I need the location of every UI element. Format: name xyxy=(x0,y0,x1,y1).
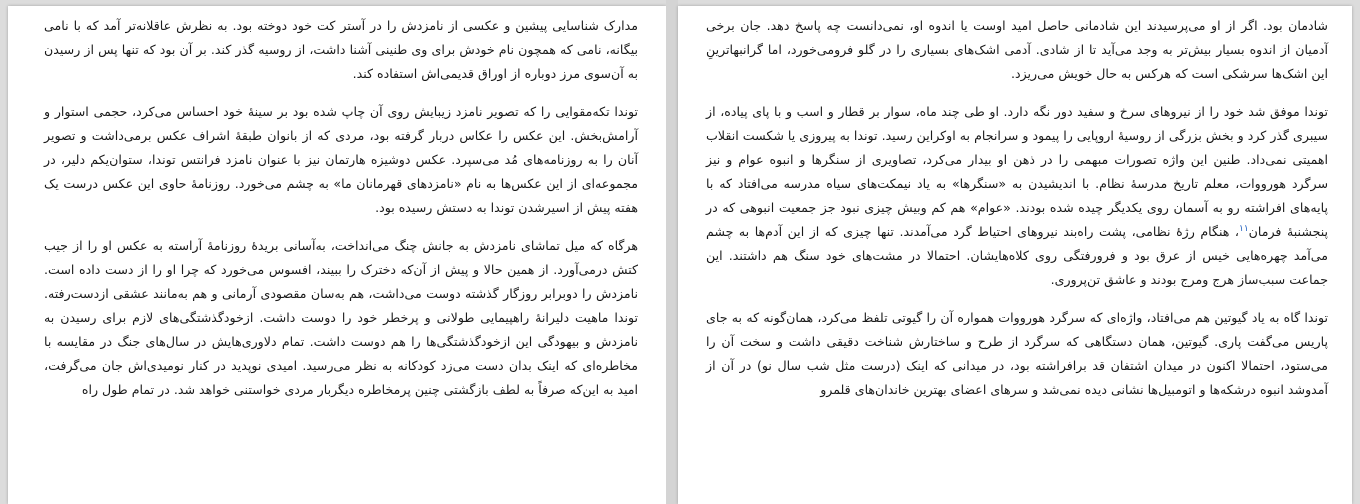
left-page xyxy=(8,6,666,504)
right-page-text xyxy=(706,14,1328,402)
paragraph xyxy=(706,100,1328,292)
paragraph: هرگاه که میل تماشای نامزدش به جانش چنگ می‌انداخت، به‌آسانی بریدهٔ روزنامهٔ آراسته به عکس او را از جیب کتش درمی‌آورد. از همین حالا و پیش از آن‌که دخترک را ببیند، افسوس می‌خورد که چرا او را از دست داده است. نامزدش را دوبرابر روزگار گذشته دوست می‌داشت، هم به‌سان مقصودی آرمانی و هم به‌مانند عشقی ازدست‌رفته. توندا ماهیت دلیرانهٔ راهپیمایی طولانی و پرخطر خود را دوست داشت. ازخودگذشتگی‌های لازم برای رسیدن به نامزدش و بیهودگی این ازخودگذشتگی‌ها را هم دوست داشت. تمام دلاوری‌هایش در سال‌های جنگ در مقایسه با مخاطره‌ای که اینک بدان دست می‌زد کودکانه به نظر می‌رسید. امیدی نوپدید در کنار نومیدی‌اش جان می‌گرفت، امید به این‌که صرفاً به لطف بازگشتی چنین پرمخاطره دیگربار مردی خواستنی خواهد شد. در تمام طول راه xyxy=(44,238,638,397)
page-gutter xyxy=(666,0,678,504)
paragraph-text: ، هنگام رژهٔ نظامی، پشت راه‌بند نیروهای احتیاط گرد می‌آمدند. تنها چیزی که از این آدم‌ها به چشم می‌آمد چهره‌هایی خیس از عرق بود و فرورفتگی روی کلاه‌هایشان. احتمالا در مشت‌های خود سنگ هم داشتند. این جماعت سبب‌ساز هرج ومرج بودند و عاشق تن‌پروری. xyxy=(706,224,1328,287)
left-page-text xyxy=(44,14,638,402)
paragraph: مدارک شناسایی پیشین و عکسی از نامزدش را در آستر کت خود دوخته بود. به نظرش عاقلانه‌تر آمد که با نامی بیگانه، نامی که همچون نام خودش برای وی طنینی آشنا داشت، از روسیه گذر کند. بر آن بود که تنها پس از رسیدن به آن‌سوی مرز دوباره از اوراق قدیمی‌اش استفاده کند. xyxy=(44,18,638,81)
paragraph: توندا تکه‌مقوایی را که تصویر نامزد زیبایش روی آن چاپ شده بود بر سینهٔ خود احساس می‌کرد، حجمی استوار و آرامش‌بخش. این عکس را عکاس دربار گرفته بود، مردی که از بانوان طبقهٔ اشراف عکس برمی‌داشت و تصویر آنان را به روزنامه‌های مُد می‌سپرد. عکس دوشیزه هارتمان نیز با عنوان نامزد فرانتس توندا، ستوان‌یکم دلیر، در مجموعه‌ای از این عکس‌ها به نام «نامزدهای قهرمانان ما» به چشم می‌خورد. روزنامهٔ حاوی این عکس درست یک هفته پیش از اسیرشدن توندا به دستش رسیده بود. xyxy=(44,104,638,215)
paragraph-text: توندا موفق شد خود را از نیروهای سرخ و سفید دور نگه دارد. او طی چند ماه، سوار بر قطار و اسب و با پای پیاده، از سیبری گذر کرد و بخش بزرگی از روسیهٔ اروپایی را پیمود و سرانجام به اوکراین رسید. توندا به پیروزی یا شکست انقلاب اهمیتی نمی‌داد. طنین این واژه تصورات مبهمی را در ذهن او بیدار می‌کرد، تصاویری از سنگرها و انبوه عوام و نیز سرگرد هورووات، معلم تاریخ مدرسهٔ نظام. با اندیشیدن به «سنگرها» به یاد نیمکت‌های سیاه مدرسه می‌افتاد که با پایه‌های افراشته رو به آسمان روی یکدیگر چیده شده بودند. «عوام» هم کم وبیش چیزی نبود جز جمعیت انبوهی که در پنجشنبهٔ فرمان xyxy=(706,104,1328,239)
footnote-reference[interactable]: ۱۱ xyxy=(1238,223,1249,234)
paragraph: توندا گاه به یاد گیوتین هم می‌افتاد، واژه‌ای که سرگرد هورووات همواره آن را گیوتی تلفظ می‌کرد، همان‌گونه که به جای پاریس می‌گفت پاری. گیوتین، همان دستگاهی که سرگرد از طرح و ساختارش شناخت دقیقی داشت و سخت آن را می‌ستود، احتمالا اکنون در میدان اشتفان قد برافراشته بود، در میدانی که اینک (درست مثل شب سال نو) در آن از آمدوشد انبوه درشکه‌ها و اتومبیل‌ها نشانی دیده نمی‌شد و سرهای اعضای بهترین خاندان‌های قلمرو xyxy=(706,310,1328,397)
right-page xyxy=(678,6,1352,504)
paragraph: شادمان بود. اگر از او می‌پرسیدند این شادمانی حاصل امید اوست یا اندوه او، نمی‌دانست چه پاسخ دهد. جان برخی آدمیان از اندوه بسیار بیش‌تر به وجد می‌آید تا از شادی. آدمی اشک‌های بسیاری را در گلو فرومی‌خورد، اما گرانبهاترینِ این اشک‌ها سرشکی است که هرکس به حال خویش می‌ریزد. xyxy=(706,18,1328,81)
